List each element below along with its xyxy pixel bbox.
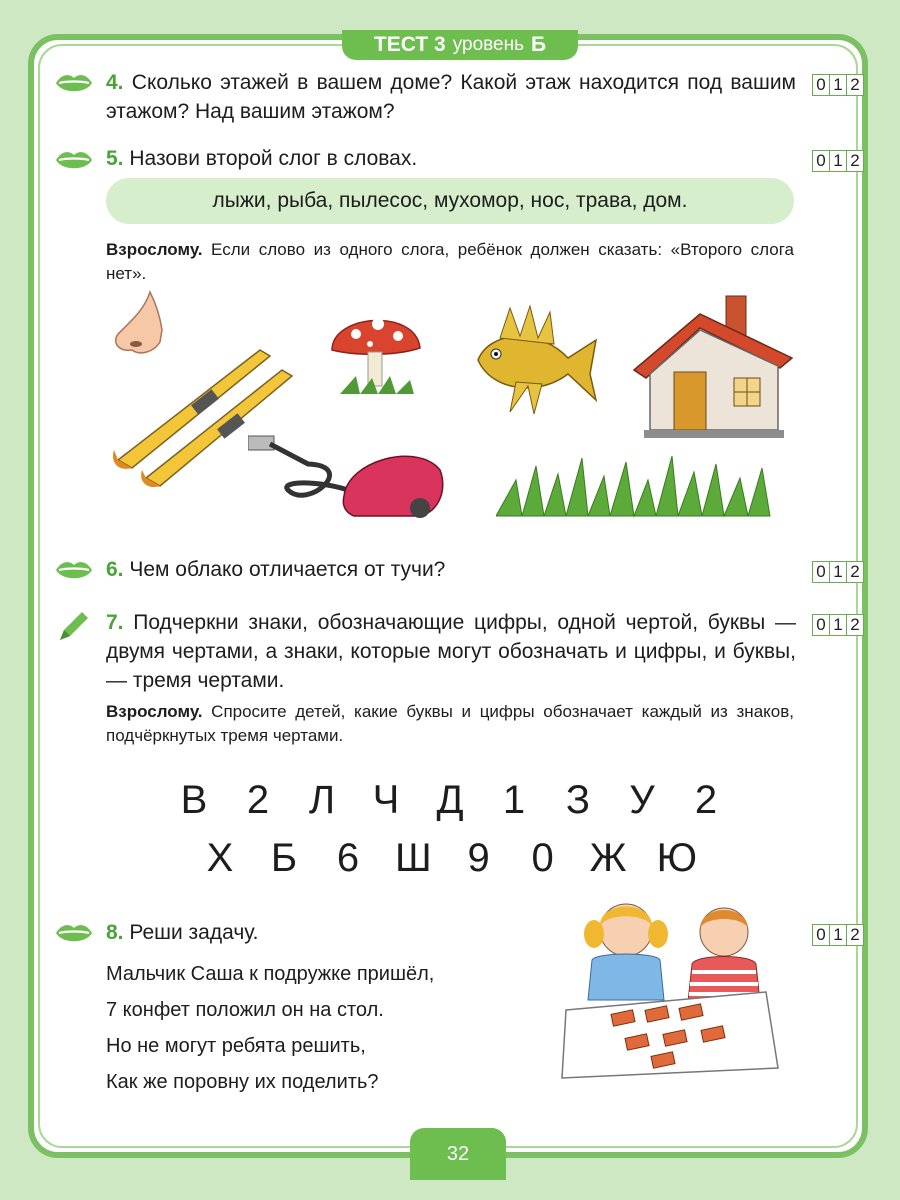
adult-note [106,700,794,748]
lips-icon [54,920,94,946]
question-4 [106,68,796,126]
fish-picture [470,300,600,420]
adult-note [106,238,794,286]
pencil-icon [56,608,92,644]
level-word: уровень [452,34,524,55]
question-5 [106,144,417,173]
score-1: 1 [830,75,847,95]
glyph[interactable]: Ш [394,836,432,880]
score-2: 2 [850,151,860,170]
score-0: 0 [813,75,830,95]
question-text: Чем облако отличается от тучи? [129,558,446,581]
level-letter: Б [531,33,547,56]
score-0: 0 [813,615,830,635]
note-text: Если слово из одного слога, ребёнок должен сказать: «Второго слога нет». [106,240,794,283]
lips-icon [54,70,94,96]
question-number: 7. [106,611,124,634]
question-number: 8. [106,921,124,944]
score-2: 2 [850,615,860,634]
question-text: Сколько этажей в вашем доме? Какой этаж находится под вашим этажом? Над вашим этажом? [106,71,796,123]
score-1: 1 [830,615,847,635]
glyph[interactable]: 2 [246,778,270,822]
glyph[interactable]: Л [308,778,336,822]
poem-line: Как же поровну их поделить? [106,1071,379,1093]
glyph[interactable]: У [629,778,655,822]
score-box [812,924,864,946]
glyph[interactable]: Ч [372,778,400,822]
question-8 [106,918,259,947]
glyph[interactable]: Х [206,836,234,880]
glyph-row-1 [150,778,750,823]
question-number: 4. [106,71,124,94]
glyph-row-2 [150,836,750,881]
vacuum-cleaner-picture [248,430,448,522]
glyph[interactable]: В [180,778,208,822]
score-box [812,74,864,96]
question-number: 5. [106,147,124,170]
words-bar: лыжи, рыба, пылесос, мухомор, нос, трава, дом. [106,178,794,224]
note-label: Взрослому. [106,702,203,721]
score-box [812,150,864,172]
glyph[interactable]: 0 [531,836,554,880]
page-number: 32 [410,1128,506,1180]
score-2: 2 [850,75,860,94]
question-text: Реши задачу. [129,921,259,944]
glyph[interactable]: 9 [467,836,490,880]
question-number: 6. [106,558,124,581]
glyph[interactable]: З [565,778,591,822]
score-box [812,561,864,583]
question-7 [106,608,796,695]
note-label: Взрослому. [106,240,203,259]
poem-line: Но не могут ребята решить, [106,1035,366,1057]
question-6 [106,555,445,584]
glyph[interactable]: 2 [694,778,718,822]
glyph[interactable]: Д [436,778,464,822]
score-box [812,614,864,636]
question-text: Назови второй слог в словах. [129,147,418,170]
glyph[interactable]: Б [270,836,298,880]
note-text: Спросите детей, какие буквы и цифры обозначает каждый из знаков, подчёркнутых тремя чертами. [106,702,794,745]
house-picture [630,292,796,442]
poem-line: Мальчик Саша к подружке пришёл, [106,963,435,985]
score-0: 0 [813,925,830,945]
test-header [342,30,578,60]
glyph[interactable]: Ю [656,836,698,880]
score-1: 1 [830,925,847,945]
children-with-candies-picture [556,890,782,1086]
glyph[interactable]: 1 [502,778,526,822]
lips-icon [54,147,94,173]
score-0: 0 [813,151,830,171]
lips-icon [54,557,94,583]
score-1: 1 [830,151,847,171]
grass-picture [496,440,776,520]
score-2: 2 [850,925,860,944]
glyph[interactable]: 6 [336,836,360,880]
score-1: 1 [830,562,847,582]
test-title: ТЕСТ 3 [373,33,446,56]
question-text: Подчеркни знаки, обозначающие цифры, одной чертой, буквы — двумя чертами, а знаки, которые могут обозначать и цифры, и буквы, — тремя чертами. [106,611,796,692]
score-0: 0 [813,562,830,582]
poem [106,956,434,1100]
score-2: 2 [850,562,860,581]
glyph[interactable]: Ж [589,836,627,880]
poem-line: 7 конфет положил он на стол. [106,999,384,1021]
mushroom-picture [326,290,426,400]
